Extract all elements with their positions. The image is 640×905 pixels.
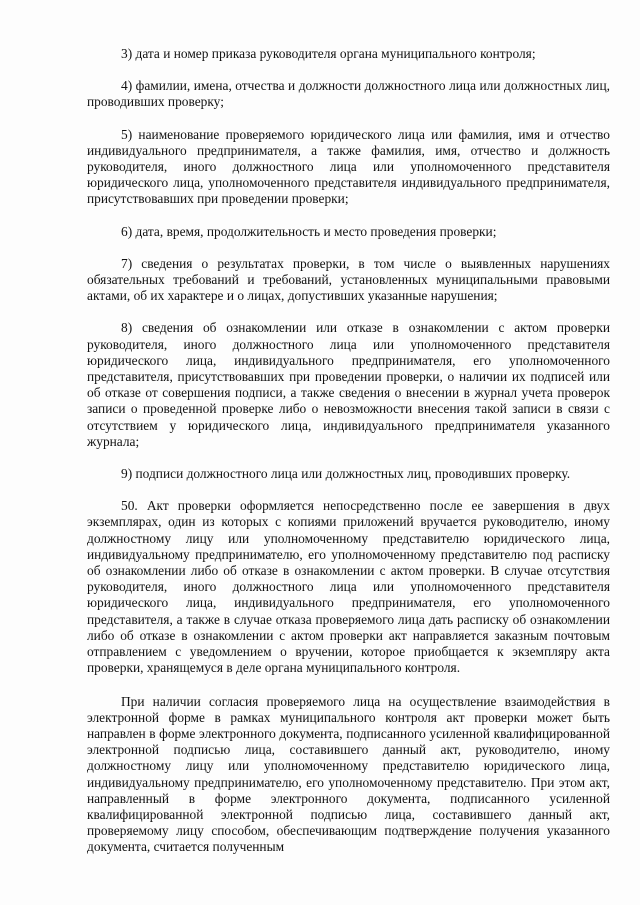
paragraph-item-9: 9) подписи должностного лица или должностных лиц, проводивших проверку. [121, 466, 571, 482]
paragraph-item-8: 8) сведения об ознакомлении или отказе в ознакомлении с актом проверки руководителя, иного должностного лица или уполномоченного представителя юридического лица, индивидуального предпринимателя, его уполномоченного представителя, присутствовавших при проведении проверки, о наличии их подписей или об отказе от совершения подписи, а также сведения о внесении в журнал учета проверок записи о проведенной проверке либо о невозможности внесения такой записи в связи с отсутствием у юридического лица, индивидуального предпринимателя указанного журнала; [87, 320, 610, 449]
document-body [87, 46, 610, 856]
paragraph-electronic-form: При наличии согласия проверяемого лица на осуществление взаимодействия в электронной форме в рамках муниципального контроля акт проверки может быть направлен в форме электронного документа, подписанного усиленной квалифицированной электронной подписью лица, составившего данный акт, руководителю, иному должностному лицу или уполномоченному представителю юридического лица, индивидуальному предпринимателю, его уполномоченному представителю. При этом акт, направленный в форме электронного документа, подписанного усиленной квалифицированной электронной подписью лица, составившего данный акт, проверяемому лицу способом, обеспечивающим подтверждение получения указанного документа, считается полученным [87, 693, 610, 855]
paragraph-item-7: 7) сведения о результатах проверки, в том числе о выявленных нарушениях обязательных требований и требований, установленных муниципальными правовыми актами, об их характере и о лицах, допустивших указанные нарушения; [87, 255, 610, 304]
paragraph-item-4: 4) фамилии, имена, отчества и должности должностного лица или должностных лиц, проводивших проверку; [87, 78, 610, 110]
paragraph-item-3: 3) дата и номер приказа руководителя органа муниципального контроля; [121, 46, 536, 61]
paragraph-item-6: 6) дата, время, продолжительность и место проведения проверки; [121, 223, 497, 239]
paragraph-clause-50: 50. Акт проверки оформляется непосредственно после ее завершения в двух экземплярах, один из которых с копиями приложений вручается руководителю, иному должностному лицу или уполномоченному представителю юридического лица, индивидуальному предпринимателю, его уполномоченному представителю под расписку об ознакомлении либо об отказе в ознакомлении с актом проверки. В случае отсутствия руководителя, иного должностного лица или уполномоченного представителя юридического лица, индивидуального предпринимателя, его уполномоченного представителя, а также в случае отказа проверяемого лица дать расписку об ознакомлении либо об отказе в ознакомлении с актом проверки акт направляется заказным почтовым отправлением с уведомлением о вручении, которое приобщается к экземпляру акта проверки, хранящемуся в деле органа муниципального контроля. [87, 498, 610, 676]
paragraph-item-5: 5) наименование проверяемого юридического лица или фамилия, имя и отчество индивидуального предпринимателя, а также фамилия, имя, отчество и должность руководителя, иного должностного лица или уполномоченного представителя юридического лица, уполномоченного представителя индивидуального предпринимателя, присутствовавших при проведении проверки; [87, 126, 610, 207]
